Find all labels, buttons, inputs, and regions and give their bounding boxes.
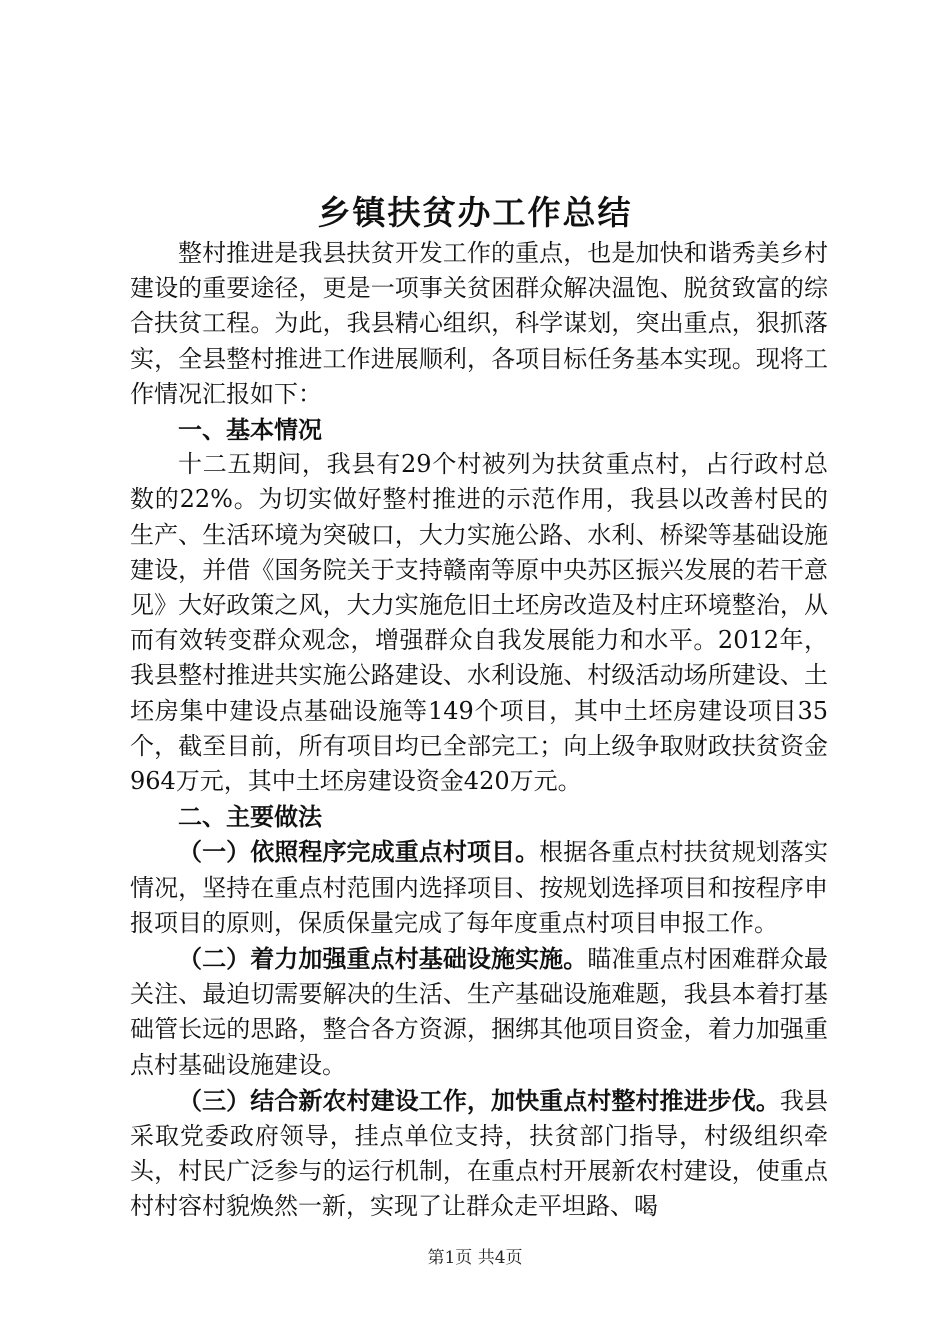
method-item-1: [130, 834, 828, 941]
method-item-1-text: 根据各重点村扶贫规划落实情况，坚持在重点村范围内选择项目、按规划选择项目和按程序申报项目的原则，保质保量完成了每年度重点村项目申报工作。: [130, 838, 829, 937]
page-number-footer: 第1页 共4页: [427, 1248, 523, 1268]
intro-paragraph: 整村推进是我县扶贫开发工作的重点，也是加快和谐秀美乡村建设的重要途径，更是一项事关贫困群众解决温饱、脱贫致富的综合扶贫工程。为此，我县精心组织，科学谋划，突出重点，狠抓落实，全县整村推进工作进展顺利，各项目标任务基本实现。现将工作情况汇报如下：: [130, 239, 828, 408]
method-item-3-text: 我县采取党委政府领导，挂点单位支持，扶贫部门指导，村级组织牵头，村民广泛参与的运行机制，在重点村开展新农村建设，使重点村村容村貌焕然一新，实现了让群众走平坦路、喝: [130, 1086, 828, 1221]
method-item-1-lead: （一）依照程序完成重点村项目。: [178, 837, 540, 867]
method-item-2-lead: （二）着力加强重点村基础设施实施。: [178, 944, 588, 974]
document-title: 乡镇扶贫办工作总结: [317, 193, 633, 232]
method-item-3: [130, 1083, 828, 1225]
document-body: [130, 236, 828, 1225]
method-item-2: [130, 941, 828, 1083]
section-basic-paragraph: 十二五期间，我县有29个村被列为扶贫重点村，占行政村总数的22%。为切实做好整村推进的示范作用，我县以改善村民的生产、生活环境为突破口，大力实施公路、水利、桥梁等基础设施建设，并借《国务院关于支持赣南等原中央苏区振兴发展的若干意见》大好政策之风，大力实施危旧土坯房改造及村庄环境整治，从而有效转变群众观念，增强群众自我发展能力和水平。2012年，我县整村推进共实施公路建设、水利设施、村级活动场所建设、土坯房集中建设点基础设施等149个项目，其中土坯房建设项目35个，截至目前，所有项目均已全部完工；向上级争取财政扶贫资金964万元，其中土坯房建设资金420万元。: [130, 450, 828, 796]
method-item-3-lead: （三）结合新农村建设工作，加快重点村整村推进步伐。: [178, 1085, 780, 1115]
section-heading-methods: 二、主要做法: [178, 802, 322, 832]
section-heading-basic: 一、基本情况: [178, 415, 322, 445]
method-item-2-text: 瞄准重点村困难群众最关注、最迫切需要解决的生活、生产基础设施难题，我县本着打基础管长远的思路，整合各方资源，捆绑其他项目资金，着力加强重点村基础设施建设。: [130, 945, 829, 1079]
